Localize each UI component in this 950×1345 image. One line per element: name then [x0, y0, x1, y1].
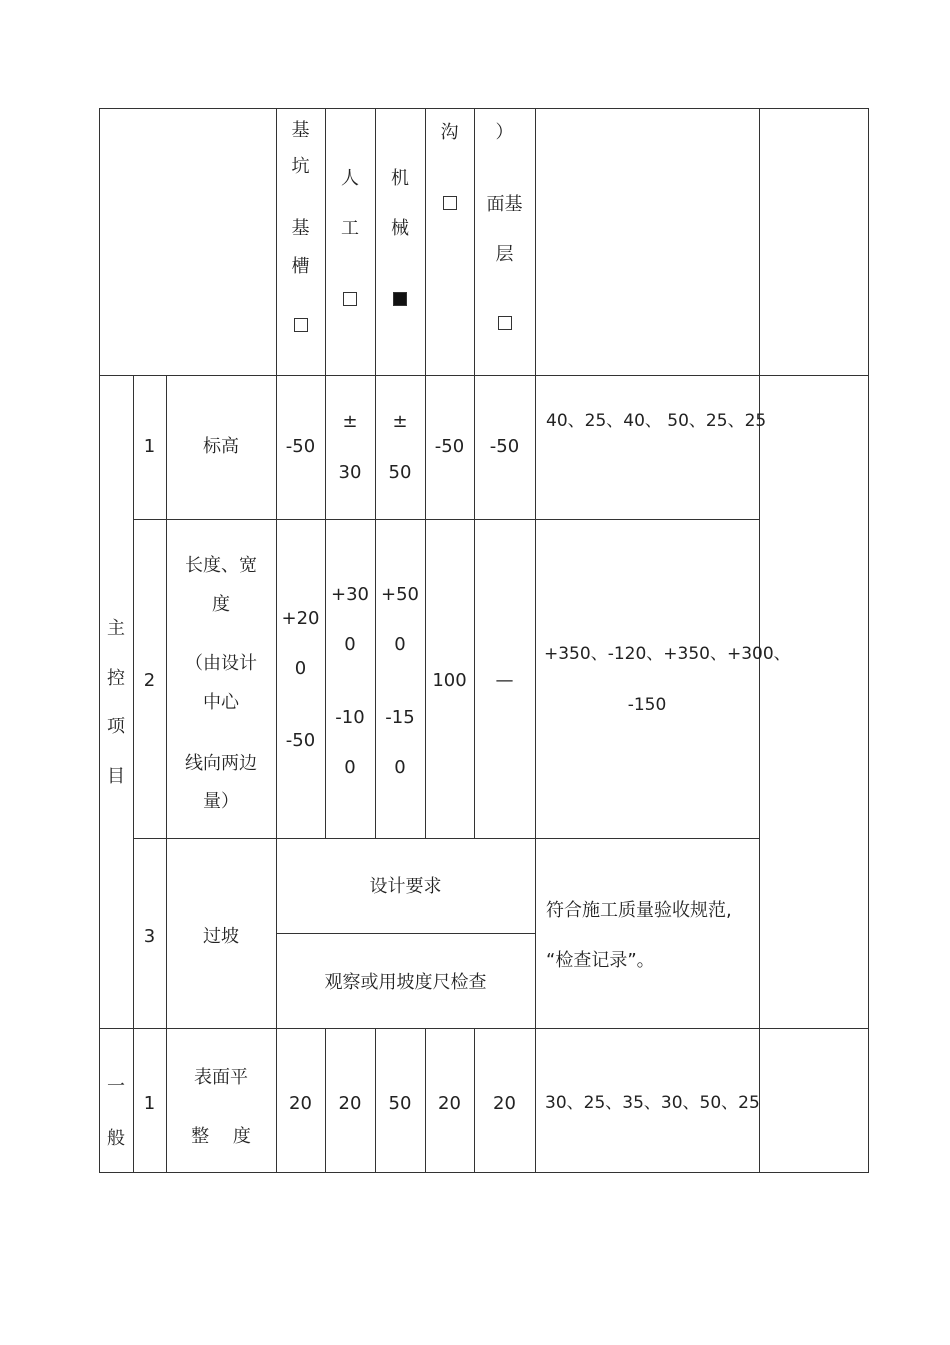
header-text: 基: [291, 218, 310, 239]
checked-box-icon: [375, 292, 425, 310]
tolerance-value: -10: [335, 707, 365, 728]
header-text: 基: [291, 120, 310, 141]
grid-line: [276, 933, 535, 934]
tolerance-value: 0: [294, 658, 307, 679]
measured-values: -150: [627, 695, 667, 715]
row-number: 1: [143, 1093, 156, 1114]
measured-values: 符合施工质量验收规范,: [546, 900, 732, 921]
measured-values: “检查记录”。: [546, 950, 655, 971]
checkbox-icon: [425, 196, 474, 214]
tolerance-value: +30: [331, 584, 369, 605]
section-label: 目: [107, 766, 125, 787]
tolerance-value: 50: [388, 462, 412, 483]
header-text: 层: [495, 244, 514, 265]
tolerance-value: 20: [289, 1093, 312, 1114]
tolerance-value: -50: [285, 436, 316, 457]
item-name: 表面平: [194, 1067, 248, 1088]
tolerance-value: -50: [434, 436, 465, 457]
header-text: 机: [391, 168, 409, 189]
tolerance-value: —: [495, 670, 514, 691]
header-text: 工: [341, 218, 359, 239]
tolerance-value: ±: [392, 411, 408, 432]
grid-line: [99, 108, 868, 109]
item-name: 标高: [203, 436, 239, 457]
grid-line: [166, 375, 167, 1173]
grid-line: [535, 108, 536, 1173]
checkbox-icon: [325, 292, 375, 310]
tolerance-value: 0: [344, 634, 356, 655]
section-label: 项: [107, 716, 125, 737]
grid-line: [99, 108, 100, 1173]
tolerance-value: 0: [344, 757, 356, 778]
tolerance-value: -15: [385, 707, 415, 728]
header-text: 人: [341, 168, 359, 189]
item-name: 中心: [203, 692, 239, 713]
tolerance-value: 20: [438, 1093, 461, 1114]
tolerance-value: 30: [338, 462, 362, 483]
section-label: 主: [107, 618, 125, 639]
section-label: 般: [107, 1128, 125, 1149]
header-text: 面基: [486, 194, 523, 215]
tolerance-value: +20: [281, 608, 320, 629]
tolerance-value: ±: [342, 411, 358, 432]
checkbox-icon: [276, 318, 325, 336]
item-name: 量）: [203, 791, 239, 812]
grid-line: [99, 1172, 868, 1173]
item-name: 线向两边: [185, 753, 257, 774]
tolerance-value: 20: [493, 1093, 516, 1114]
item-name: 度: [212, 594, 230, 615]
grid-line: [133, 838, 759, 839]
section-label: 控: [107, 668, 125, 689]
tolerance-value: -50: [285, 730, 316, 751]
header-text: ）: [495, 122, 514, 143]
header-text: 沟: [440, 122, 459, 143]
measured-values: 30、25、35、30、50、25: [545, 1093, 760, 1113]
grid-line: [474, 108, 475, 839]
inspection-method: 观察或用坡度尺检查: [324, 972, 487, 993]
checkbox-icon: [474, 316, 535, 334]
tolerance-value: 20: [338, 1093, 362, 1114]
tolerance-value: -50: [489, 436, 520, 457]
tolerance-value: 100: [432, 670, 467, 691]
grid-line: [99, 375, 868, 376]
grid-line: [133, 375, 134, 1173]
grid-line: [868, 108, 869, 1173]
row-number: 3: [143, 926, 156, 947]
tolerance-value: 50: [388, 1093, 412, 1114]
header-text: 坑: [291, 156, 310, 177]
header-text: 槽: [291, 256, 310, 277]
grid-line: [759, 108, 760, 1173]
measured-values: +350、-120、+350、+300、: [544, 644, 791, 664]
tolerance-value: 0: [394, 634, 406, 655]
section-label: 一: [107, 1076, 125, 1097]
item-name: 整 度: [191, 1126, 251, 1147]
grid-line: [425, 108, 426, 839]
item-name: 过坡: [203, 926, 239, 947]
grid-line: [99, 1028, 868, 1029]
header-text: 械: [391, 218, 409, 239]
item-name: （由设计: [185, 653, 257, 674]
tolerance-value: 0: [394, 757, 406, 778]
item-name: 长度、宽: [185, 555, 257, 576]
grid-line: [133, 519, 759, 520]
row-number: 1: [143, 436, 156, 457]
measured-values: 40、25、40、 50、25、25: [546, 411, 767, 431]
design-requirement: 设计要求: [369, 876, 442, 897]
row-number: 2: [143, 670, 156, 691]
tolerance-value: +50: [381, 584, 419, 605]
